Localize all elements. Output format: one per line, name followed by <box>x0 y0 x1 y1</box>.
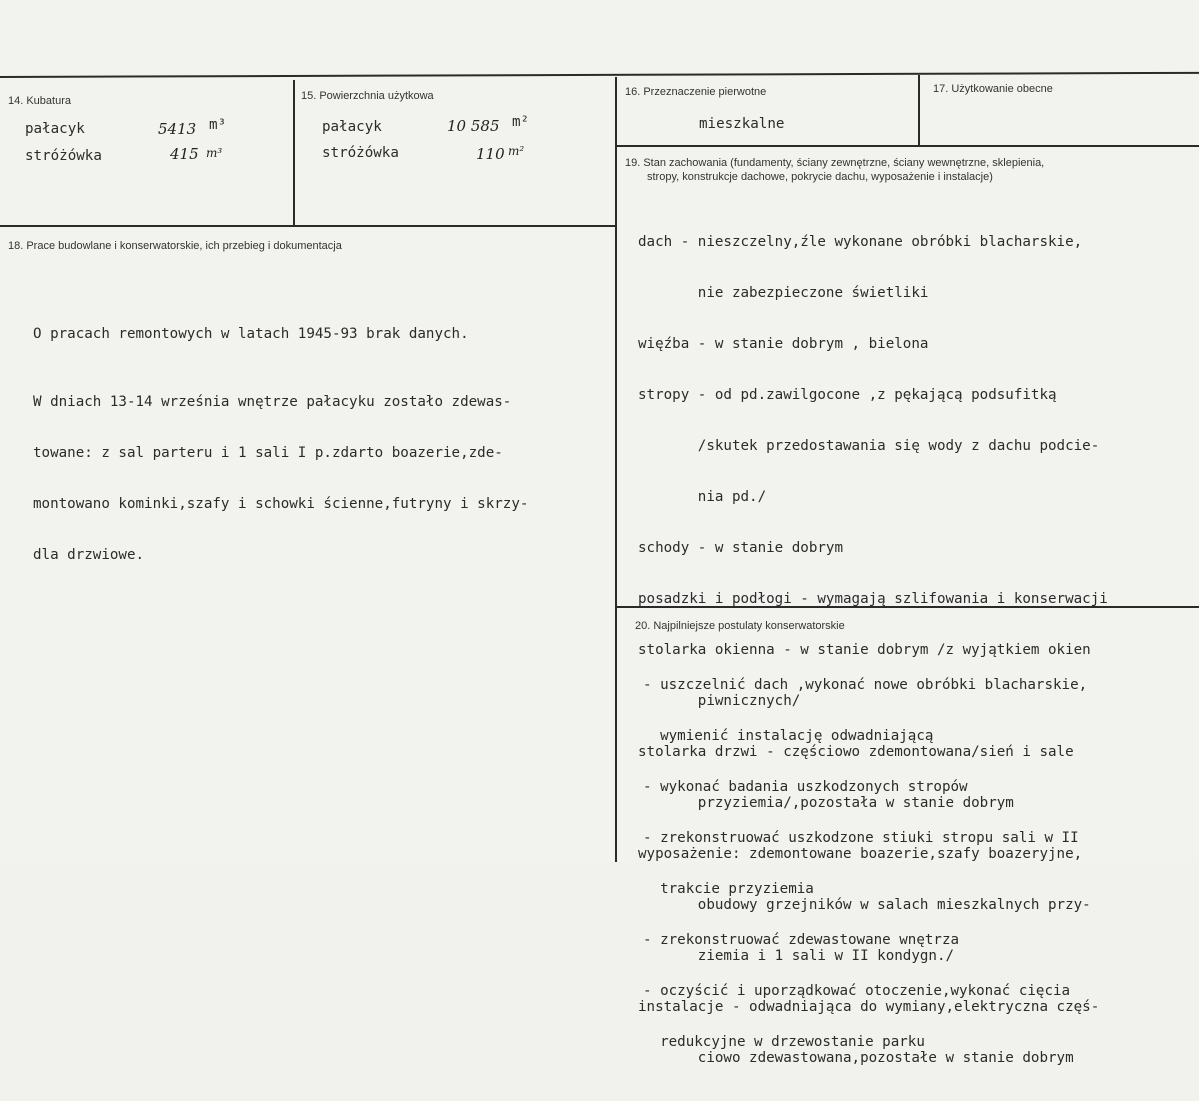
text-line: stolarka drzwi - częściowo zdemontowana/sień i sale <box>638 744 1074 760</box>
text-line: - zrekonstruować uszkodzone stiuki stropu sali w II <box>643 830 1079 846</box>
text-line: stropy - od pd.zawilgocone ,z pękającą podsufitką <box>638 387 1057 403</box>
text-line: redukcyjne w drzewostanie parku <box>643 1034 925 1050</box>
text-line: towane: z sal parteru i 1 sali I p.zdarto boazerie,zde- <box>33 445 503 461</box>
text-line: wyposażenie: zdemontowane boazerie,szafy boazeryjne, <box>638 846 1083 862</box>
divider-16-17 <box>918 75 920 145</box>
text-line: - zrekonstruować zdewastowane wnętrza <box>643 932 960 948</box>
field-19-label-line1: 19. Stan zachowania (fundamenty, ściany zewnętrzne, ściany wewnętrzne, sklepienia, <box>625 157 1045 169</box>
rule-under-14-15 <box>0 225 617 227</box>
field-20-label: 20. Najpilniejsze postulaty konserwatorskie <box>635 620 845 632</box>
powierzchnia-strozowka-unit: m² <box>508 144 525 158</box>
text-line: ziemia i 1 sali w II kondygn./ <box>638 948 955 964</box>
divider-left-right <box>615 77 617 862</box>
text-line: W dniach 13-14 września wnętrze pałacyku zostało zdewas- <box>33 394 512 410</box>
divider-14-15 <box>293 80 295 226</box>
text-line: posadzki i podłogi - wymagają szlifowania i konserwacji <box>638 591 1108 607</box>
rule-under-16-17 <box>617 145 1199 147</box>
text-line: stolarka okienna - w stanie dobrym /z wyjątkiem okien <box>638 642 1091 658</box>
text-line: O pracach remontowych w latach 1945-93 brak danych. <box>33 326 469 342</box>
text-line: trakcie przyziemia <box>643 881 814 897</box>
kubatura-strozowka-unit: m³ <box>206 146 223 160</box>
field-20-text <box>643 643 1087 1085</box>
przeznaczenie-value: mieszkalne <box>699 116 785 132</box>
powierzchnia-strozowka-name: stróżówka <box>322 145 399 161</box>
text-line: więźba - w stanie dobrym , bielona <box>638 336 929 352</box>
field-19-label-line2: stropy, konstrukcje dachowe, pokrycie dachu, wyposażenie i instalacje) <box>647 171 993 183</box>
text-line: piwnicznych/ <box>638 693 801 709</box>
text-line: - uszczelnić dach ,wykonać nowe obróbki blacharskie, <box>643 677 1088 693</box>
field-15-label: 15. Powierzchnia użytkowa <box>301 90 434 102</box>
text-line: /skutek przedostawania się wody z dachu podcie- <box>638 438 1100 454</box>
text-line: - wykonać badania uszkodzonych stropów <box>643 779 968 795</box>
kubatura-palacyk-value: 5413 <box>158 120 197 138</box>
text-line: wymienić instalację odwadniającą <box>643 728 934 744</box>
text-line: ciowo zdewastowana,pozostałe w stanie dobrym <box>638 1050 1074 1066</box>
text-line: schody - w stanie dobrym <box>638 540 843 556</box>
field-14-label: 14. Kubatura <box>8 95 71 107</box>
powierzchnia-palacyk-value: 10 585 <box>447 117 500 135</box>
field-18-label: 18. Prace budowlane i konserwatorskie, ich przebieg i dokumentacja <box>8 240 342 252</box>
field-17-label: 17. Użytkowanie obecne <box>933 83 1053 95</box>
text-line: - oczyścić i uporządkować otoczenie,wykonać cięcia <box>643 983 1071 999</box>
kubatura-strozowka-value: 415 <box>170 145 199 163</box>
text-line: obudowy grzejników w salach mieszkalnych przy- <box>638 897 1091 913</box>
text-line: nie zabezpieczone świetliki <box>638 285 929 301</box>
text-line: dach - nieszczelny,źle wykonane obróbki blacharskie, <box>638 234 1083 250</box>
powierzchnia-palacyk-unit: m² <box>512 114 530 130</box>
text-line: montowano kominki,szafy i schowki ścienne,futryny i skrzy- <box>33 496 529 512</box>
text-line: dla drzwiowe. <box>33 547 145 563</box>
text-line: przyziemia/,pozostała w stanie dobrym <box>638 795 1014 811</box>
kubatura-strozowka-name: stróżówka <box>25 148 102 164</box>
powierzchnia-palacyk-name: pałacyk <box>322 119 382 135</box>
field-18-text <box>33 292 528 598</box>
kubatura-palacyk-name: pałacyk <box>25 121 85 137</box>
text-line: nia pd./ <box>638 489 767 505</box>
text-line: instalacje - odwadniająca do wymiany,elektryczna częś- <box>638 999 1100 1015</box>
top-rule <box>0 72 1199 78</box>
powierzchnia-strozowka-value: 110 <box>476 145 505 163</box>
kubatura-palacyk-unit: m³ <box>209 117 227 133</box>
field-16-label: 16. Przeznaczenie pierwotne <box>625 86 767 98</box>
